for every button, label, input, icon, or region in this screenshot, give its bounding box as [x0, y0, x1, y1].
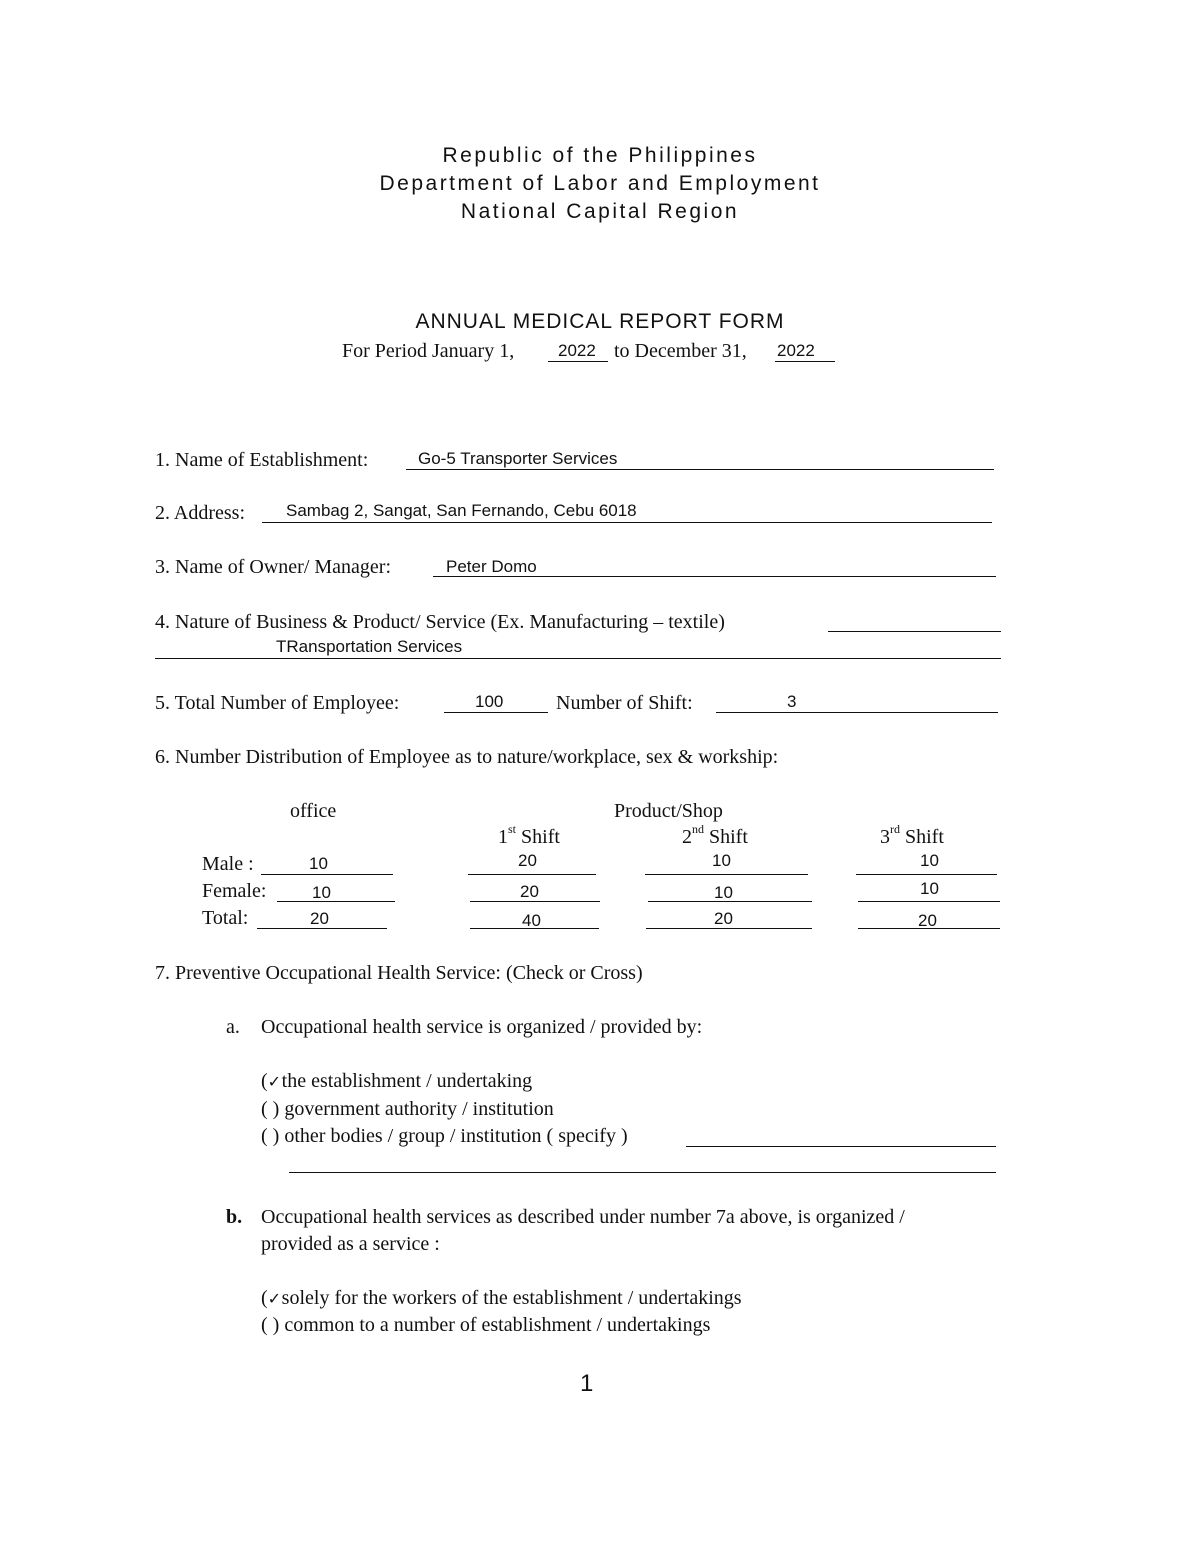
option-a-government[interactable]: ( ) government authority / institution: [261, 1098, 554, 1120]
establishment-label: 1. Name of Establishment:: [155, 449, 369, 471]
period-end-year: 2022: [777, 341, 815, 360]
item-a-text: Occupational health service is organized / provided by:: [261, 1016, 703, 1038]
option-b-solely[interactable]: (✓solely for the workers of the establishment / undertakings: [261, 1287, 742, 1309]
option-b-common[interactable]: ( ) common to a number of establishment / undertakings: [261, 1314, 711, 1336]
row-label-total: Total:: [202, 907, 249, 929]
employees-label: 5. Total Number of Employee:: [155, 692, 400, 714]
period-prefix: For Period January 1,: [342, 340, 515, 362]
item-b-marker: b.: [226, 1206, 243, 1228]
cell-male-office: 10: [309, 854, 328, 873]
cell-male-shift2: 10: [712, 851, 731, 870]
shift-value: 3: [787, 692, 797, 711]
cell-total-office: 20: [310, 909, 329, 928]
nature-label: 4. Nature of Business & Product/ Service (Ex. Manufacturing – textile): [155, 611, 725, 633]
cell-female-shift2: 10: [714, 883, 733, 902]
employees-value: 100: [475, 692, 504, 711]
establishment-value: Go-5 Transporter Services: [418, 449, 618, 468]
owner-label: 3. Name of Owner/ Manager:: [155, 556, 392, 578]
office-header: office: [290, 800, 337, 822]
shift-1-header: 1st Shift: [498, 822, 560, 848]
cell-female-shift3: 10: [920, 879, 939, 898]
checkmark-icon: ✓: [267, 1289, 282, 1308]
preventive-label: 7. Preventive Occupational Health Service: (Check or Cross): [155, 962, 643, 984]
form-title: ANNUAL MEDICAL REPORT FORM: [415, 310, 785, 333]
period-mid: to December 31,: [614, 340, 747, 362]
cell-total-shift2: 20: [714, 909, 733, 928]
cell-female-shift1: 20: [520, 882, 539, 901]
checkmark-icon: ✓: [267, 1072, 282, 1091]
address-label: 2. Address:: [155, 502, 245, 524]
cell-male-shift3: 10: [920, 851, 939, 870]
shift-3-header: 3rd Shift: [880, 822, 944, 848]
shift-label: Number of Shift:: [556, 692, 693, 714]
header-region: National Capital Region: [460, 200, 740, 223]
owner-value: Peter Domo: [446, 557, 537, 576]
shift-2-header: 2nd Shift: [682, 822, 748, 848]
header-republic: Republic of the Philippines: [442, 144, 758, 167]
cell-female-office: 10: [312, 883, 331, 902]
row-label-female: Female:: [202, 880, 267, 902]
cell-male-shift1: 20: [518, 851, 537, 870]
item-a-marker: a.: [226, 1016, 240, 1038]
address-value: Sambag 2, Sangat, San Fernando, Cebu 6018: [286, 501, 637, 520]
item-b-text-line2: provided as a service :: [261, 1233, 440, 1255]
cell-total-shift1: 40: [522, 911, 541, 930]
option-a-establishment[interactable]: (✓the establishment / undertaking: [261, 1070, 533, 1092]
cell-total-shift3: 20: [918, 911, 937, 930]
period-start-year: 2022: [558, 341, 596, 360]
header-department: Department of Labor and Employment: [379, 172, 821, 195]
distribution-label: 6. Number Distribution of Employee as to nature/workplace, sex & workship:: [155, 746, 779, 768]
product-shop-header: Product/Shop: [614, 800, 723, 822]
row-label-male: Male :: [202, 853, 254, 875]
nature-value: TRansportation Services: [276, 637, 463, 656]
item-b-text-line1: Occupational health services as described under number 7a above, is organized /: [261, 1206, 905, 1228]
option-a-other[interactable]: ( ) other bodies / group / institution ( specify ): [261, 1125, 628, 1147]
page-number: 1: [580, 1370, 594, 1397]
